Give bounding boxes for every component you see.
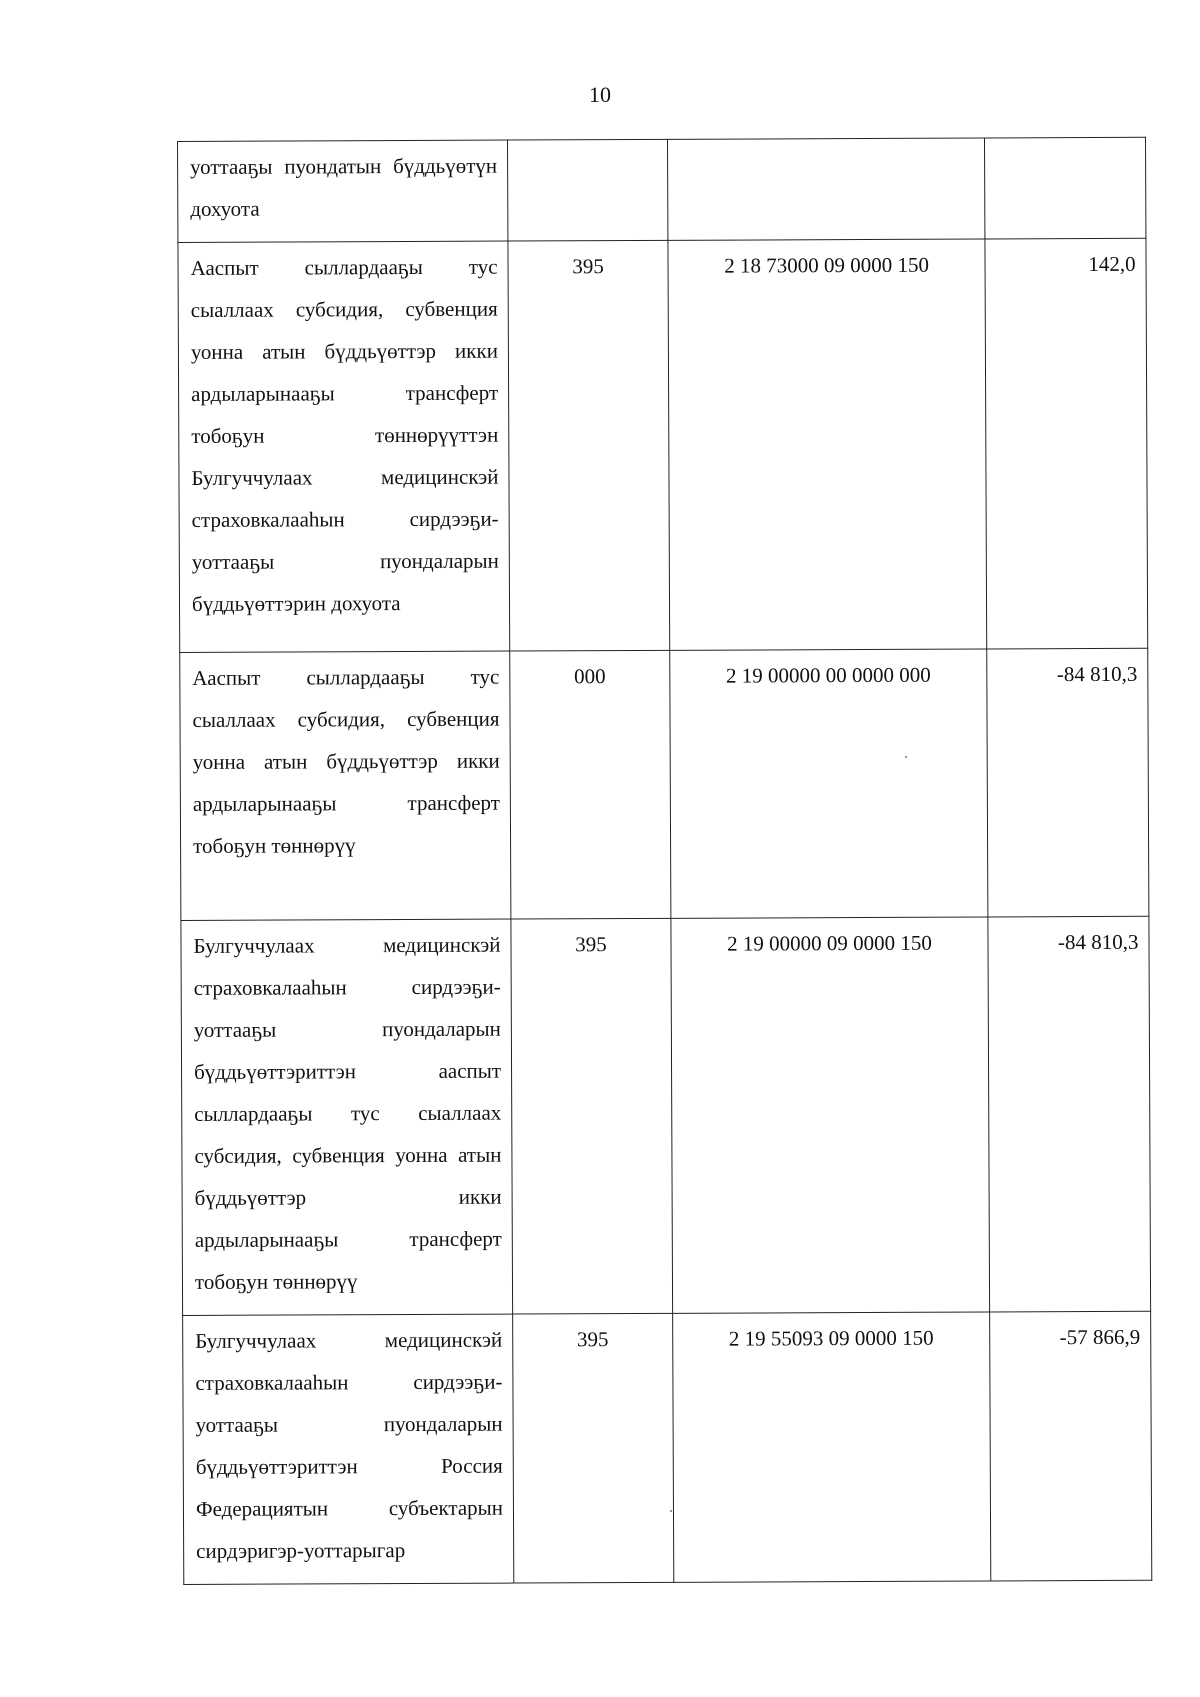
amount: -84 810,3 <box>987 648 1149 917</box>
table-row <box>180 648 1149 920</box>
table-row <box>183 1311 1152 1584</box>
admin-code: 395 <box>508 240 670 651</box>
budget-code: 2 19 00000 00 0000 000 <box>670 649 988 918</box>
amount: -84 810,3 <box>988 916 1151 1312</box>
row-description: Булгуччулаах медицинскэй страховкалааһын сирдээҕи-уоттааҕы пуондаларын бүддьүөттэриттэн Россия Федерациятын субъектарын сирдэригэр-уоттарыгар <box>183 1314 514 1584</box>
amount <box>984 137 1145 239</box>
scan-speck <box>670 1510 672 1512</box>
row-description: уоттааҕы пуондатын бүддьүөтүн дохуота <box>178 140 508 242</box>
row-description: Ааспыт сыллардааҕы тус сыаллаах субсидия, субвенция уонна атын бүддьүөттэр икки ардыларынааҕы трансферт тобоҕун төннөрүүттэн Булгуччулаах медицинскэй страховкалааһын сирдээҕи-уоттааҕы пуондаларын бүддьүөттэрин дохуота <box>178 241 510 652</box>
table-row <box>178 238 1148 652</box>
table-row <box>178 137 1146 242</box>
budget-table <box>177 137 1152 1585</box>
admin-code: 395 <box>511 918 673 1314</box>
budget-code: 2 19 55093 09 0000 150 <box>673 1312 991 1582</box>
row-description: Ааспыт сыллардааҕы тус сыаллаах субсидия, субвенция уонна атын бүддьүөттэр икки ардыларынааҕы трансферт тобоҕун төннөрүү <box>180 651 511 920</box>
admin-code <box>507 139 667 241</box>
admin-code: 000 <box>510 650 671 919</box>
table-row <box>181 916 1151 1315</box>
amount: -57 866,9 <box>990 1311 1152 1581</box>
page-number: 10 <box>589 82 611 107</box>
scan-speck <box>905 756 907 758</box>
row-description: Булгуччулаах медицинскэй страховкалааһын сирдээҕи-уоттааҕы пуондаларын бүддьүөттэриттэн ааспыт сыллардааҕы тус сыаллаах субсидия, субвенция уонна атын бүддьүөттэр икки ардыларынааҕы трансферт тобоҕун төннөрүү <box>181 919 513 1315</box>
budget-code: 2 19 00000 09 0000 150 <box>671 917 990 1313</box>
amount: 142,0 <box>985 238 1148 649</box>
admin-code: 395 <box>513 1313 674 1583</box>
budget-code: 2 18 73000 09 0000 150 <box>668 239 987 650</box>
budget-code <box>667 138 984 240</box>
